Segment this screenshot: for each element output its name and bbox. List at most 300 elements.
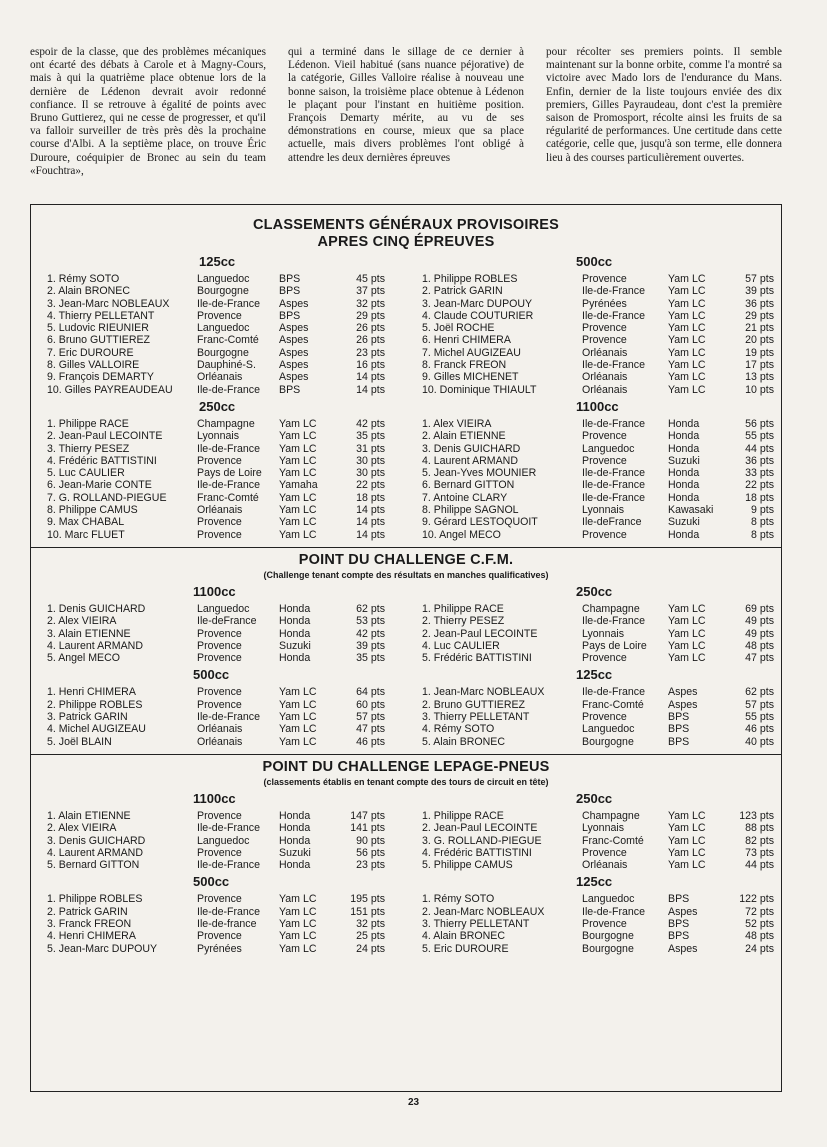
rider-name: 5. Jean-Marc DUPOUY — [47, 942, 158, 955]
points: 14 pts — [356, 504, 385, 517]
machine: Yam LC — [668, 297, 706, 310]
region: Ile-de-France — [197, 711, 260, 724]
points: 195 pts — [350, 893, 385, 906]
category-block — [31, 788, 406, 871]
rider-name: 6. Bruno GUTTIEREZ — [47, 334, 151, 347]
region: Orléanais — [582, 371, 628, 384]
points: 46 pts — [745, 723, 774, 736]
rider-name: 8. Gilles VALLOIRE — [47, 359, 140, 372]
table-row — [422, 943, 774, 955]
region: Ile-de-France — [197, 822, 260, 835]
table-row — [422, 467, 774, 479]
machine: Yam LC — [668, 615, 706, 628]
region: Orléanais — [197, 371, 243, 384]
table-row — [47, 347, 385, 359]
region: Ile-de-France — [197, 442, 260, 455]
rider-name: 2. Alex VIEIRA — [47, 615, 117, 628]
rider-name: 6. Henri CHIMERA — [422, 334, 511, 347]
table-row — [47, 273, 385, 285]
machine: Aspes — [279, 359, 309, 372]
machine: Yam LC — [279, 528, 317, 541]
table-row — [47, 359, 385, 371]
points: 42 pts — [356, 627, 385, 640]
machine: Honda — [668, 491, 700, 504]
rider-name: 3. Thierry PELLETANT — [422, 917, 530, 930]
region: Orléanais — [197, 735, 243, 748]
region: Ile-de-France — [582, 467, 645, 480]
points: 44 pts — [745, 859, 774, 872]
table-row — [422, 443, 774, 455]
machine: Yam LC — [279, 698, 317, 711]
table-row — [422, 628, 774, 640]
points: 69 pts — [745, 602, 774, 615]
table-row — [422, 686, 774, 698]
points: 19 pts — [745, 346, 774, 359]
rider-name: 6. Jean-Marie CONTE — [47, 479, 152, 492]
rider-name: 5. Luc CAULIER — [47, 467, 125, 480]
table-row — [422, 273, 774, 285]
table-row — [47, 504, 385, 516]
machine: BPS — [668, 735, 690, 748]
rider-name: 4. Rémy SOTO — [422, 723, 495, 736]
region: Provence — [582, 846, 627, 859]
table-row — [422, 652, 774, 664]
region: Pyrénées — [582, 297, 627, 310]
category-row — [31, 871, 781, 954]
region: Orléanais — [582, 859, 628, 872]
points: 82 pts — [745, 834, 774, 847]
machine: Yam LC — [279, 417, 317, 430]
region: Provence — [197, 639, 242, 652]
region: Ile-de-France — [582, 417, 645, 430]
points: 49 pts — [745, 627, 774, 640]
table-row — [422, 835, 774, 847]
machine: Honda — [668, 467, 700, 480]
region: Ile-de-France — [197, 905, 260, 918]
rider-name: 1. Philippe RACE — [422, 809, 504, 822]
region: Ile-de-France — [582, 309, 645, 322]
rider-name: 1. Philippe RACE — [47, 417, 129, 430]
category-heading: 500cc — [193, 874, 230, 890]
category-row — [31, 396, 781, 541]
rider-name: 8. Philippe CAMUS — [47, 504, 138, 517]
intro-column-2: qui a terminé dans le sillage de ce dernier à Lédenon. Vieil habitué (sans nuance péjorative) de la catégorie, Gilles Valloire réalise à nouveau une bonne saison, la troisième place obtenue à Lédenon le plaçant pour l'instant en huitième position. François Demarty mérite, au vu de ses démonstrations en course, mieux que sa place actuelle, mais divers problèmes l'ont obligé à attendre les deux dernières épreuves — [288, 46, 524, 164]
points: 18 pts — [356, 491, 385, 504]
intro-text — [30, 46, 782, 178]
machine: Yam LC — [279, 504, 317, 517]
points: 57 pts — [745, 698, 774, 711]
rider-name: 7. G. ROLLAND-PIEGUE — [47, 491, 167, 504]
points: 62 pts — [745, 686, 774, 699]
region: Orléanais — [197, 723, 243, 736]
category-block — [406, 581, 781, 664]
rider-name: 4. Michel AUGIZEAU — [47, 723, 146, 736]
machine: Yam LC — [668, 639, 706, 652]
rider-name: 2. Bruno GUTTIEREZ — [422, 698, 526, 711]
machine: Honda — [668, 528, 700, 541]
rider-name: 4. Claude COUTURIER — [422, 309, 534, 322]
points: 37 pts — [356, 285, 385, 298]
points: 30 pts — [356, 467, 385, 480]
region: Franc-Comté — [197, 491, 259, 504]
region: Dauphiné-S. — [197, 359, 256, 372]
table-row — [47, 893, 385, 905]
points: 53 pts — [356, 615, 385, 628]
category-row — [31, 251, 781, 396]
region: Provence — [582, 652, 627, 665]
machine: Yam LC — [279, 893, 317, 906]
machine: Aspes — [279, 322, 309, 335]
category-heading: 1100cc — [193, 583, 236, 599]
intro-column-1: espoir de la classe, que des problèmes mécaniques ont écarté des débats à Carole et à Magny-Cours, mais à qui la quatrième place obtenue lors de la dernière de Lédenon devrait avoir redonné confiance. Il se retrouve à égalité de points avec Bruno Guttierez, qui ne cesse de progresser, et qu'il va falloir surveiller de très près dès la prochaine course d'Albi. A la septième place, on trouve Éric Duroure, coéquipier de Bronec au sein du team «Fouchtra», — [30, 46, 266, 177]
points: 31 pts — [356, 442, 385, 455]
rider-name: 1. Alex VIEIRA — [422, 417, 492, 430]
machine: Honda — [668, 417, 700, 430]
region: Franc-Comté — [582, 834, 644, 847]
region: Champagne — [582, 602, 640, 615]
region: Lyonnais — [582, 627, 625, 640]
points: 30 pts — [356, 454, 385, 467]
rider-name: 1. Alain ETIENNE — [47, 809, 131, 822]
region: Ile-de-France — [582, 615, 645, 628]
region: Ile-de-France — [582, 491, 645, 504]
region: Ile-deFrance — [582, 516, 642, 529]
table-row — [422, 479, 774, 491]
rider-name: 4. Thierry PELLETANT — [47, 309, 155, 322]
machine: Suzuki — [279, 639, 311, 652]
rider-name: 4. Henri CHIMERA — [47, 930, 136, 943]
category-heading: 500cc — [193, 667, 230, 683]
table-row — [422, 711, 774, 723]
rider-name: 7. Michel AUGIZEAU — [422, 346, 521, 359]
table-row — [422, 906, 774, 918]
category-block — [31, 871, 406, 954]
section-divider — [31, 547, 781, 548]
table-row — [422, 334, 774, 346]
region: Provence — [197, 652, 242, 665]
table-row — [47, 847, 385, 859]
table-row — [47, 479, 385, 491]
section-title-line-2: APRES CINQ ÉPREUVES — [317, 234, 495, 250]
machine: Yam LC — [668, 359, 706, 372]
machine: Kawasaki — [668, 504, 714, 517]
region: Languedoc — [197, 322, 250, 335]
table-row — [47, 430, 385, 442]
section-divider — [31, 754, 781, 755]
points: 64 pts — [356, 686, 385, 699]
machine: Yam LC — [279, 491, 317, 504]
machine: Yam LC — [668, 322, 706, 335]
rider-name: 5. Frédéric BATTISTINI — [422, 652, 532, 665]
machine: Aspes — [668, 942, 698, 955]
table-row — [47, 628, 385, 640]
table-row — [47, 455, 385, 467]
machine: Honda — [668, 479, 700, 492]
table-row — [422, 504, 774, 516]
table-row — [47, 822, 385, 834]
machine: BPS — [668, 711, 690, 724]
table-row — [422, 418, 774, 430]
points: 57 pts — [745, 273, 774, 285]
region: Languedoc — [582, 893, 635, 906]
region: Languedoc — [197, 834, 250, 847]
machine: Yam LC — [668, 346, 706, 359]
standings-table — [422, 418, 774, 541]
section-subtitle: (Challenge tenant compte des résultats en manches qualificatives) — [263, 569, 549, 580]
region: Provence — [582, 430, 627, 443]
machine: Yam LC — [279, 930, 317, 943]
rider-name: 4. Laurent ARMAND — [422, 454, 518, 467]
table-row — [47, 736, 385, 748]
region: Bourgogne — [582, 942, 634, 955]
machine: BPS — [668, 893, 690, 906]
table-row — [47, 384, 385, 396]
rider-name: 5. Eric DUROURE — [422, 942, 509, 955]
section-title: CLASSEMENTS GÉNÉRAUX PROVISOIRES — [252, 217, 560, 233]
points: 55 pts — [745, 430, 774, 443]
table-row — [47, 810, 385, 822]
points: 18 pts — [745, 491, 774, 504]
region: Languedoc — [582, 442, 635, 455]
points: 17 pts — [745, 359, 774, 372]
rider-name: 5. Joël BLAIN — [47, 735, 112, 748]
rider-name: 4. Laurent ARMAND — [47, 639, 143, 652]
standings-table — [422, 273, 774, 396]
table-row — [47, 723, 385, 735]
table-row — [422, 640, 774, 652]
table-row — [47, 918, 385, 930]
machine: Yam LC — [279, 942, 317, 955]
standings-table — [47, 273, 385, 396]
standings-section — [31, 552, 781, 748]
machine: Aspes — [668, 905, 698, 918]
intro-column-3: pour récolter ses premiers points. Il semble maintenant sur la bonne orbite, comme l'a montré sa victoire avec Mado lors de l'endurance du Mans. Enfin, dernier de la liste toujours enviée des dix premiers, Gilles Payraudeau, dont c'est la première saison de Promosport, récolte ainsi les fruits de sa régularité de performances. Une certitude dans cette catégorie, celle que, jusqu'à son terme, elle donnera lieu à des courses particulièrement ouvertes. — [546, 46, 782, 164]
points: 13 pts — [745, 371, 774, 384]
machine: Yam LC — [668, 652, 706, 665]
machine: Yam LC — [279, 711, 317, 724]
rider-name: 5. Bernard GITTON — [47, 859, 140, 872]
rider-name: 4. Laurent ARMAND — [47, 846, 143, 859]
region: Champagne — [197, 417, 255, 430]
region: Lyonnais — [582, 822, 625, 835]
rider-name: 1. Jean-Marc NOBLEAUX — [422, 686, 545, 699]
points: 35 pts — [356, 652, 385, 665]
rider-name: 4. Frédéric BATTISTINI — [47, 454, 157, 467]
points: 49 pts — [745, 615, 774, 628]
machine: BPS — [668, 917, 690, 930]
machine: Yam LC — [668, 285, 706, 298]
region: Bourgogne — [197, 346, 249, 359]
table-row — [422, 822, 774, 834]
category-row — [31, 664, 781, 747]
machine: Honda — [279, 809, 311, 822]
table-row — [422, 893, 774, 905]
standings-table — [47, 418, 385, 541]
standings-table — [47, 893, 385, 954]
rider-name: 5. Ludovic RIEUNIER — [47, 322, 149, 335]
table-row — [47, 310, 385, 322]
region: Provence — [197, 809, 242, 822]
table-row — [422, 359, 774, 371]
rider-name: 2. Jean-Paul LECOINTE — [422, 627, 538, 640]
standings-section — [31, 217, 781, 541]
machine: Aspes — [668, 698, 698, 711]
machine: Honda — [279, 822, 311, 835]
region: Provence — [582, 917, 627, 930]
rider-name: 3. Jean-Marc NOBLEAUX — [47, 297, 170, 310]
rider-name: 9. Gérard LESTOQUOIT — [422, 516, 538, 529]
region: Provence — [582, 334, 627, 347]
points: 33 pts — [745, 467, 774, 480]
standings-table — [422, 810, 774, 871]
points: 42 pts — [356, 417, 385, 430]
table-row — [47, 859, 385, 871]
machine: Yam LC — [279, 686, 317, 699]
rider-name: 7. Antoine CLARY — [422, 491, 508, 504]
table-row — [47, 640, 385, 652]
machine: Yam LC — [668, 809, 706, 822]
region: Ile-de-France — [197, 297, 260, 310]
rider-name: 2. Thierry PESEZ — [422, 615, 505, 628]
points: 57 pts — [356, 711, 385, 724]
points: 123 pts — [739, 809, 774, 822]
points: 26 pts — [356, 334, 385, 347]
category-heading: 1100cc — [193, 790, 236, 806]
table-row — [422, 736, 774, 748]
table-row — [422, 615, 774, 627]
category-heading: 125cc — [576, 874, 613, 890]
points: 32 pts — [356, 917, 385, 930]
rider-name: 2. Philippe ROBLES — [47, 698, 143, 711]
table-row — [422, 347, 774, 359]
points: 122 pts — [739, 893, 774, 906]
table-row — [47, 529, 385, 541]
rider-name: 3. Denis GUICHARD — [47, 834, 146, 847]
region: Ile-de-france — [197, 917, 257, 930]
machine: Yam LC — [668, 822, 706, 835]
table-row — [47, 711, 385, 723]
points: 22 pts — [356, 479, 385, 492]
region: Provence — [197, 893, 242, 906]
points: 151 pts — [350, 905, 385, 918]
points: 47 pts — [356, 723, 385, 736]
points: 35 pts — [356, 430, 385, 443]
machine: Yam LC — [279, 442, 317, 455]
machine: Aspes — [279, 297, 309, 310]
machine: BPS — [279, 285, 301, 298]
rider-name: 5. Jean-Yves MOUNIER — [422, 467, 537, 480]
table-row — [47, 603, 385, 615]
category-heading: 1100cc — [576, 398, 619, 414]
region: Provence — [197, 846, 242, 859]
rider-name: 9. Gilles MICHENET — [422, 371, 519, 384]
table-row — [422, 516, 774, 528]
table-row — [422, 371, 774, 383]
category-block — [406, 871, 781, 954]
points: 60 pts — [356, 698, 385, 711]
points: 22 pts — [745, 479, 774, 492]
region: Lyonnais — [582, 504, 625, 517]
table-row — [47, 322, 385, 334]
category-block — [31, 664, 406, 747]
points: 55 pts — [745, 711, 774, 724]
region: Provence — [197, 686, 242, 699]
standings-section — [31, 759, 781, 955]
table-row — [47, 516, 385, 528]
rider-name: 10. Gilles PAYREAUDEAU — [47, 383, 173, 396]
table-row — [47, 686, 385, 698]
region: Ile-de-France — [582, 359, 645, 372]
points: 24 pts — [356, 942, 385, 955]
region: Franc-Comté — [582, 698, 644, 711]
machine: Yam LC — [279, 905, 317, 918]
table-row — [47, 371, 385, 383]
table-row — [422, 810, 774, 822]
rider-name: 3. Denis GUICHARD — [422, 442, 521, 455]
region: Languedoc — [197, 602, 250, 615]
machine: BPS — [279, 383, 301, 396]
machine: Yam LC — [668, 371, 706, 384]
machine: Honda — [668, 442, 700, 455]
machine: Yam LC — [279, 467, 317, 480]
machine: Yam LC — [668, 383, 706, 396]
rider-name: 1. Philippe ROBLES — [422, 273, 518, 285]
machine: Suzuki — [279, 846, 311, 859]
table-row — [422, 930, 774, 942]
rider-name: 7. Eric DUROURE — [47, 346, 134, 359]
points: 14 pts — [356, 516, 385, 529]
machine: Yamaha — [279, 479, 318, 492]
points: 39 pts — [745, 285, 774, 298]
table-row — [422, 723, 774, 735]
region: Provence — [197, 528, 242, 541]
rider-name: 10. Marc FLUET — [47, 528, 125, 541]
region: Provence — [197, 309, 242, 322]
rider-name: 4. Luc CAULIER — [422, 639, 500, 652]
rider-name: 2. Jean-Paul LECOINTE — [422, 822, 538, 835]
category-heading: 125cc — [199, 254, 236, 269]
machine: Honda — [279, 859, 311, 872]
machine: Honda — [279, 627, 311, 640]
points: 36 pts — [745, 454, 774, 467]
rider-name: 2. Alain ETIENNE — [422, 430, 506, 443]
points: 62 pts — [356, 602, 385, 615]
region: Ile-de-France — [582, 905, 645, 918]
rider-name: 4. Frédéric BATTISTINI — [422, 846, 532, 859]
machine: Suzuki — [668, 516, 700, 529]
region: Provence — [197, 930, 242, 943]
region: Provence — [197, 454, 242, 467]
region: Provence — [582, 711, 627, 724]
rider-name: 2. Jean-Marc NOBLEAUX — [422, 905, 545, 918]
rider-name: 2. Patrick GARIN — [47, 905, 128, 918]
region: Provence — [197, 627, 242, 640]
machine: Yam LC — [279, 516, 317, 529]
points: 14 pts — [356, 383, 385, 396]
points: 141 pts — [350, 822, 385, 835]
category-heading: 125cc — [576, 667, 613, 683]
region: Provence — [582, 273, 627, 285]
table-row — [422, 455, 774, 467]
rider-name: 6. Bernard GITTON — [422, 479, 515, 492]
region: Provence — [197, 698, 242, 711]
rider-name: 5. Joël ROCHE — [422, 322, 495, 335]
points: 10 pts — [745, 383, 774, 396]
region: Pyrénées — [197, 942, 242, 955]
machine: Yam LC — [668, 627, 706, 640]
table-row — [47, 285, 385, 297]
machine: Aspes — [279, 334, 309, 347]
